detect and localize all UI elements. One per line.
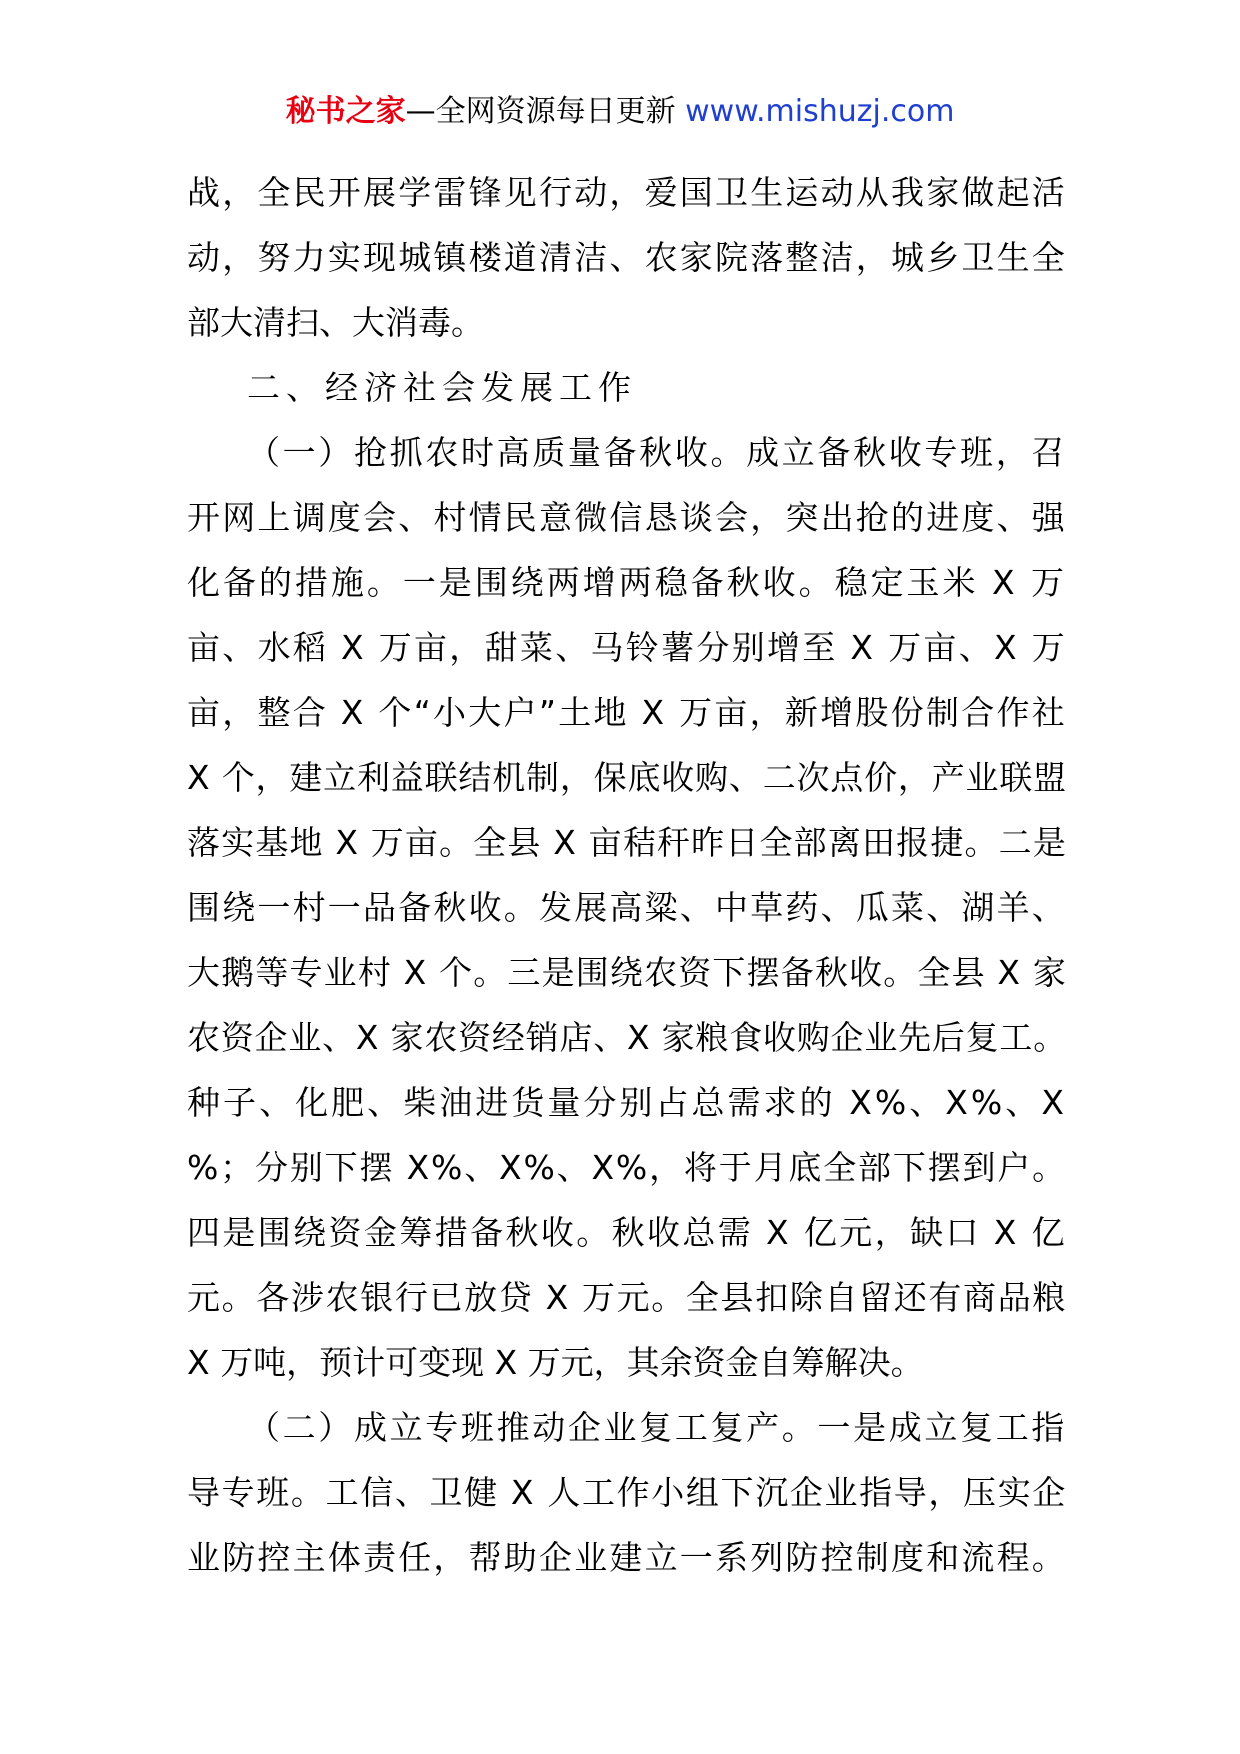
text-line: 亩、水稻 X 万亩，甜菜、马铃薯分别增至 X 万亩、X 万 xyxy=(187,628,1067,667)
header-tagline: —全网资源每日更新 xyxy=(405,94,676,129)
brand-name: 秘书之家 xyxy=(285,94,406,129)
text-line: 战，全民开展学雷锋见行动，爱国卫生运动从我家做起活 xyxy=(187,173,1067,212)
text-line: 落实基地 X 万亩。全县 X 亩秸秆昨日全部离田报捷。二是 xyxy=(187,823,1067,862)
text-line: 部大清扫、大消毒。 xyxy=(187,303,484,342)
text-line: 化备的措施。一是围绕两增两稳备秋收。稳定玉米 X 万 xyxy=(187,563,1067,602)
text-line: 开网上调度会、村情民意微信恳谈会，突出抢的进度、强 xyxy=(187,498,1067,537)
watermark-header xyxy=(0,92,1240,132)
text-line: 农资企业、X 家农资经销店、X 家粮食收购企业先后复工。 xyxy=(187,1018,1067,1057)
text-line: 大鹅等专业村 X 个。三是围绕农资下摆备秋收。全县 X 家 xyxy=(187,953,1067,992)
text-line: 元。各涉农银行已放贷 X 万元。全县扣除自留还有商品粮 xyxy=(187,1278,1067,1317)
text-line: 导专班。工信、卫健 X 人工作小组下沉企业指导，压实企 xyxy=(187,1473,1067,1512)
text-line: 业防控主体责任，帮助企业建立一系列防控制度和流程。 xyxy=(187,1538,1067,1577)
text-line: 种子、化肥、柴油进货量分别占总需求的 X%、X%、X xyxy=(187,1083,1067,1122)
text-line: %；分别下摆 X%、X%、X%，将于月底全部下摆到户。 xyxy=(187,1148,1067,1187)
text-line: （一）抢抓农时高质量备秋收。成立备秋收专班，召 xyxy=(247,433,1067,472)
text-line: 亩，整合 X 个“小大户”土地 X 万亩，新增股份制合作社 xyxy=(187,693,1067,732)
document-body xyxy=(187,160,1067,1590)
text-line: X 万吨，预计可变现 X 万元，其余资金自筹解决。 xyxy=(187,1343,924,1382)
text-line: 围绕一村一品备秋收。发展高粱、中草药、瓜菜、湖羊、 xyxy=(187,888,1067,927)
text-line: 二、经济社会发展工作 xyxy=(247,368,637,407)
text-line: X 个，建立利益联结机制，保底收购、二次点价，产业联盟 xyxy=(187,758,1067,797)
text-line: 四是围绕资金筹措备秋收。秋收总需 X 亿元，缺口 X 亿 xyxy=(187,1213,1067,1252)
website-url: www.mishuzj.com xyxy=(685,94,955,129)
text-line: （二）成立专班推动企业复工复产。一是成立复工指 xyxy=(247,1408,1067,1447)
text-line: 动，努力实现城镇楼道清洁、农家院落整洁，城乡卫生全 xyxy=(187,238,1067,277)
